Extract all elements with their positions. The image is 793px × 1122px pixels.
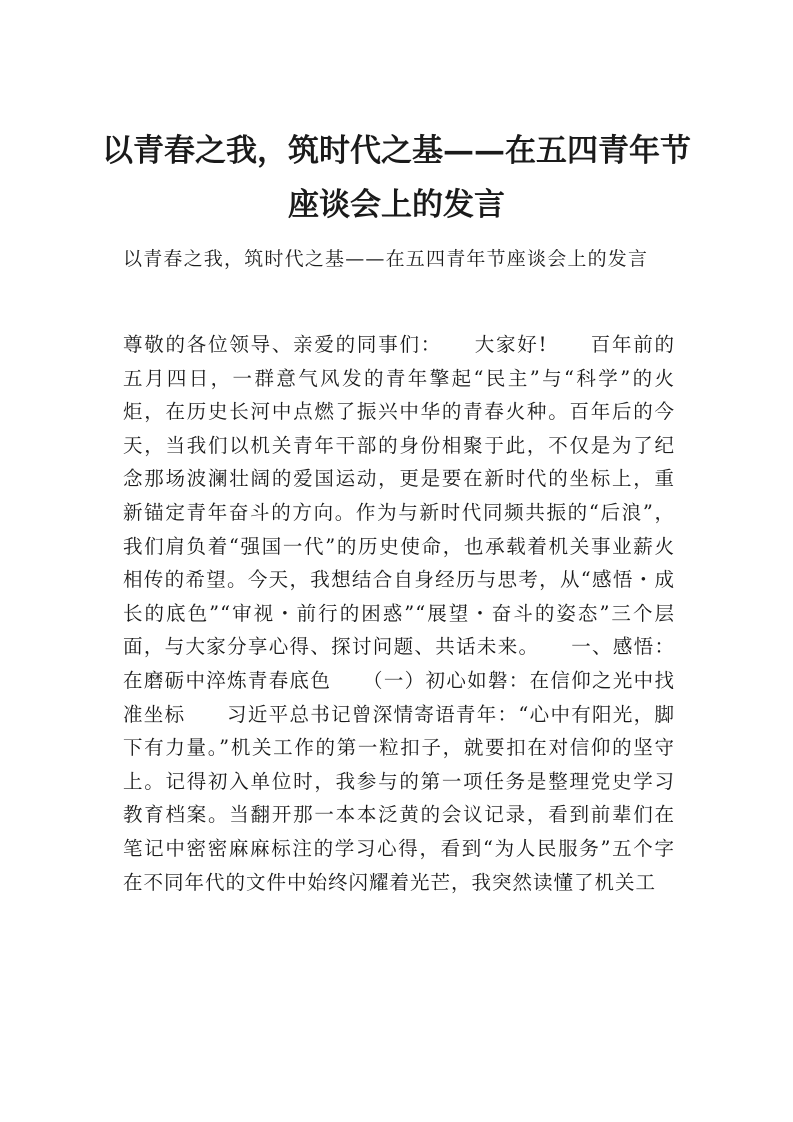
document-subtitle: 以青春之我，筑时代之基——在五四青年节座谈会上的发言: [123, 248, 649, 270]
document-body: 尊敬的各位领导、亲爱的同事们： 大家好! 百年前的五月四日，一群意气风发的青年擎起“民主”与“科学”的火炬，在历史长河中点燃了振兴中华的青春火种。百年后的今天，当我们以机关青年干部的身份相聚于此，不仅是为了纪念那场波澜壮阔的爱国运动，更是要在新时代的坐标上，重新锚定青年奋斗的方向。作为与新时代同频共振的“后浪”，我们肩负着“强国一代”的历史使命，也承载着机关事业薪火相传的希望。今天，我想结合自身经历与思考，从“感悟・成长的底色”“审视・前行的困惑”“展望・奋斗的姿态”三个层面，与大家分享心得、探讨问题、共话未来。 一、感悟：在磨砺中淬炼青春底色 （一）初心如磐：在信仰之光中找准坐标 习近平总书记曾深情寄语青年：“心中有阳光，脚下有力量。”机关工作的第一粒扣子，就要扣在对信仰的坚守上。记得初入单位时，我参与的第一项任务是整理党史学习教育档案。当翻开那一本本泛黄的会议记录，看到前辈们在笔记中密密麻麻标注的学习心得，看到“为人民服务”五个字在不同年代的文件中始终闪耀着光芒，我突然读懂了机关工: [123, 333, 675, 894]
document-title: 以青春之我，筑时代之基——在五四青年节座谈会上的发言: [102, 133, 691, 223]
